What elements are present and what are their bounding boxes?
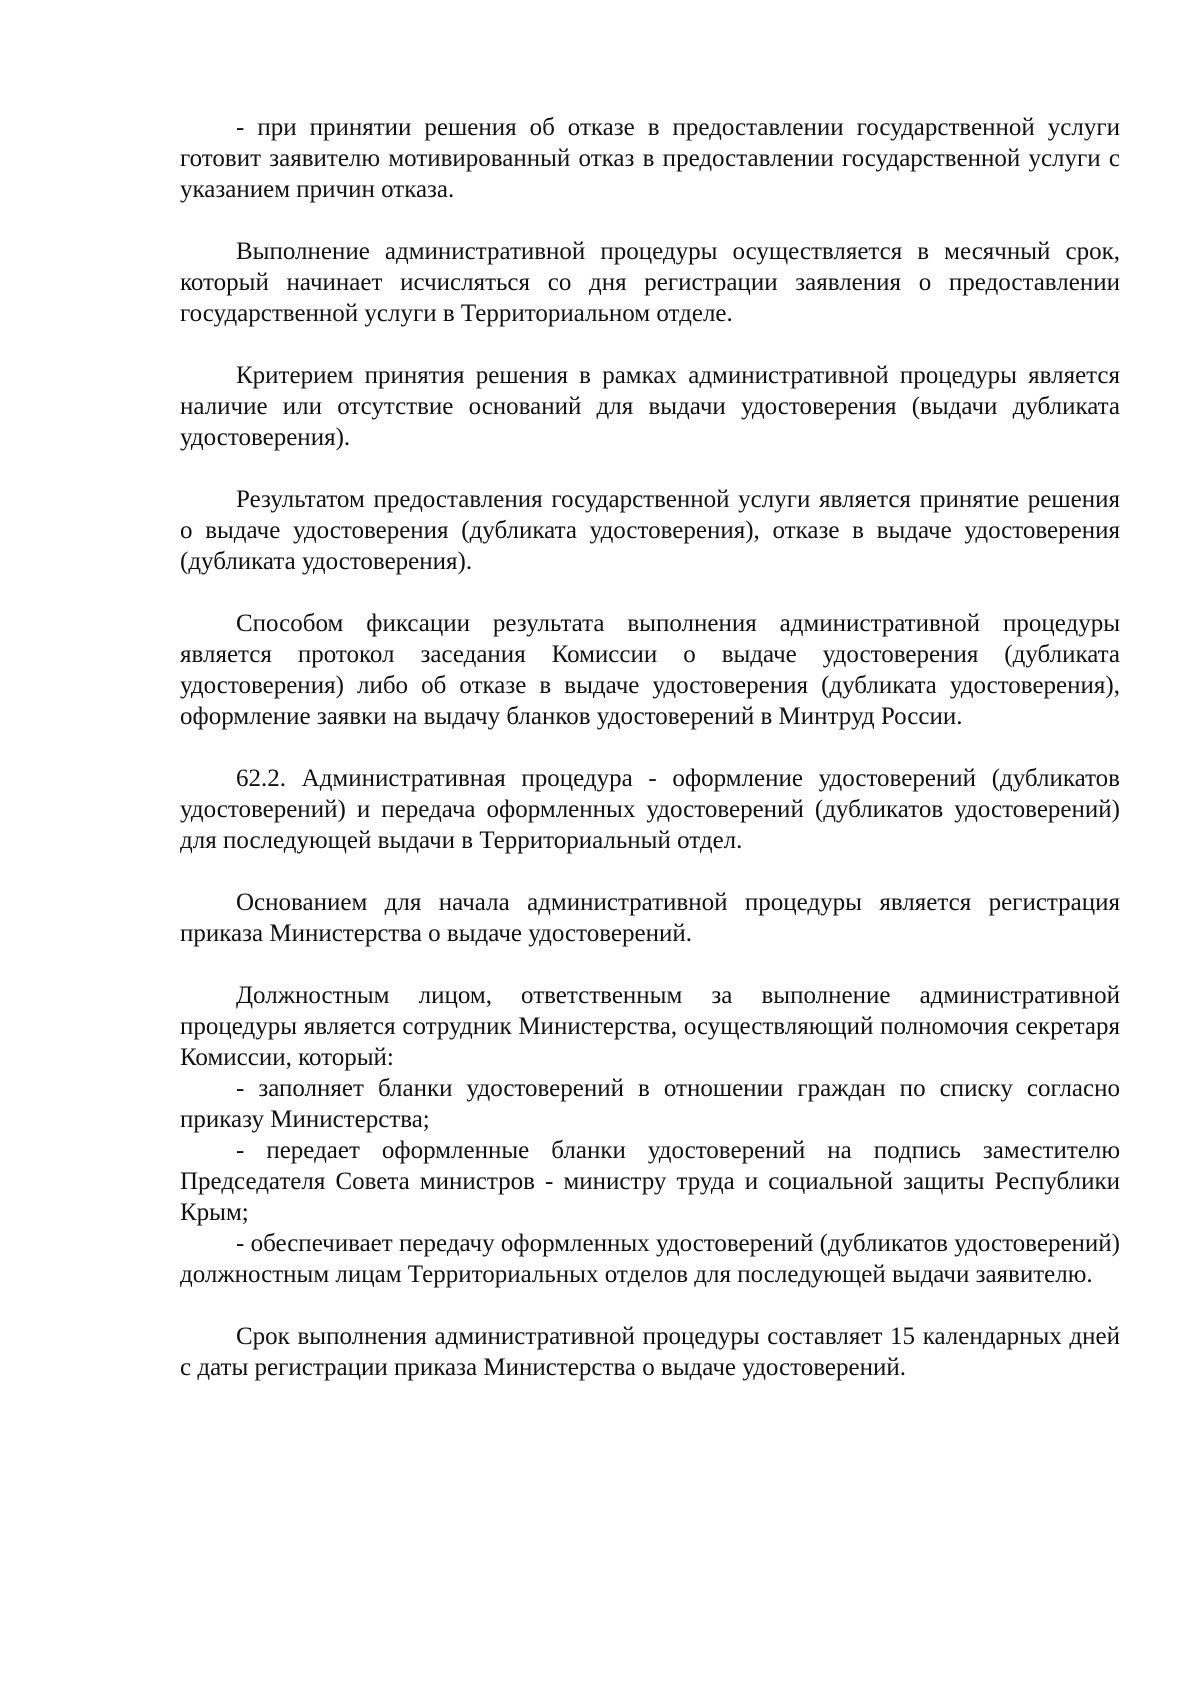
paragraph-decision-criterion: Критерием принятия решения в рамках административной процедуры является наличие или отсутствие оснований для выдачи удостоверения (выдачи дубликата удостоверения). [180, 362, 1120, 451]
paragraph-procedure-basis: Основанием для начала административной процедуры является регистрация приказа Министерства о выдаче удостоверений. [180, 889, 1120, 947]
paragraph-service-result: Результатом предоставления государственной услуги является принятие решения о выдаче удостоверения (дубликата удостоверения), отказе в выдаче удостоверения (дубликата удостоверения). [180, 486, 1120, 575]
list-item-pass-for-signature: - передает оформленные бланки удостоверений на подпись заместителю Председателя Совета министров - министру труда и социальной защиты Республики Крым; [180, 1137, 1120, 1226]
paragraph-refusal: - при принятии решения об отказе в предоставлении государственной услуги готовит заявителю мотивированный отказ в предоставлении государственной услуги с указанием причин отказа. [180, 114, 1120, 203]
document-page [180, 112, 1120, 1383]
list-item-transfer-certificates: - обеспечивает передачу оформленных удостоверений (дубликатов удостоверений) должностным лицам Территориальных отделов для последующей выдачи заявителю. [180, 1230, 1120, 1288]
paragraph-execution-term: Выполнение административной процедуры осуществляется в месячный срок, который начинает исчисляться со дня регистрации заявления о предоставлении государственной услуги в Территориальном отделе. [180, 238, 1120, 327]
paragraph-procedure-62-2: 62.2. Административная процедура - оформление удостоверений (дубликатов удостоверений) и передача оформленных удостоверений (дубликатов удостоверений) для последующей выдачи в Территориальный отдел. [180, 765, 1120, 854]
paragraph-result-fixation: Способом фиксации результата выполнения административной процедуры является протокол заседания Комиссии о выдаче удостоверения (дубликата удостоверения) либо об отказе в выдаче удостоверения (дубликата удостоверения), оформление заявки на выдачу бланков удостоверений в Минтруд России. [180, 610, 1120, 730]
paragraph-procedure-deadline: Срок выполнения административной процедуры составляет 15 календарных дней с даты регистрации приказа Министерства о выдаче удостоверений. [180, 1323, 1120, 1381]
paragraph-responsible-official: Должностным лицом, ответственным за выполнение административной процедуры является сотрудник Министерства, осуществляющий полномочия секретаря Комиссии, который: [180, 982, 1120, 1071]
list-item-fill-forms: - заполняет бланки удостоверений в отношении граждан по списку согласно приказу Министерства; [180, 1075, 1120, 1133]
